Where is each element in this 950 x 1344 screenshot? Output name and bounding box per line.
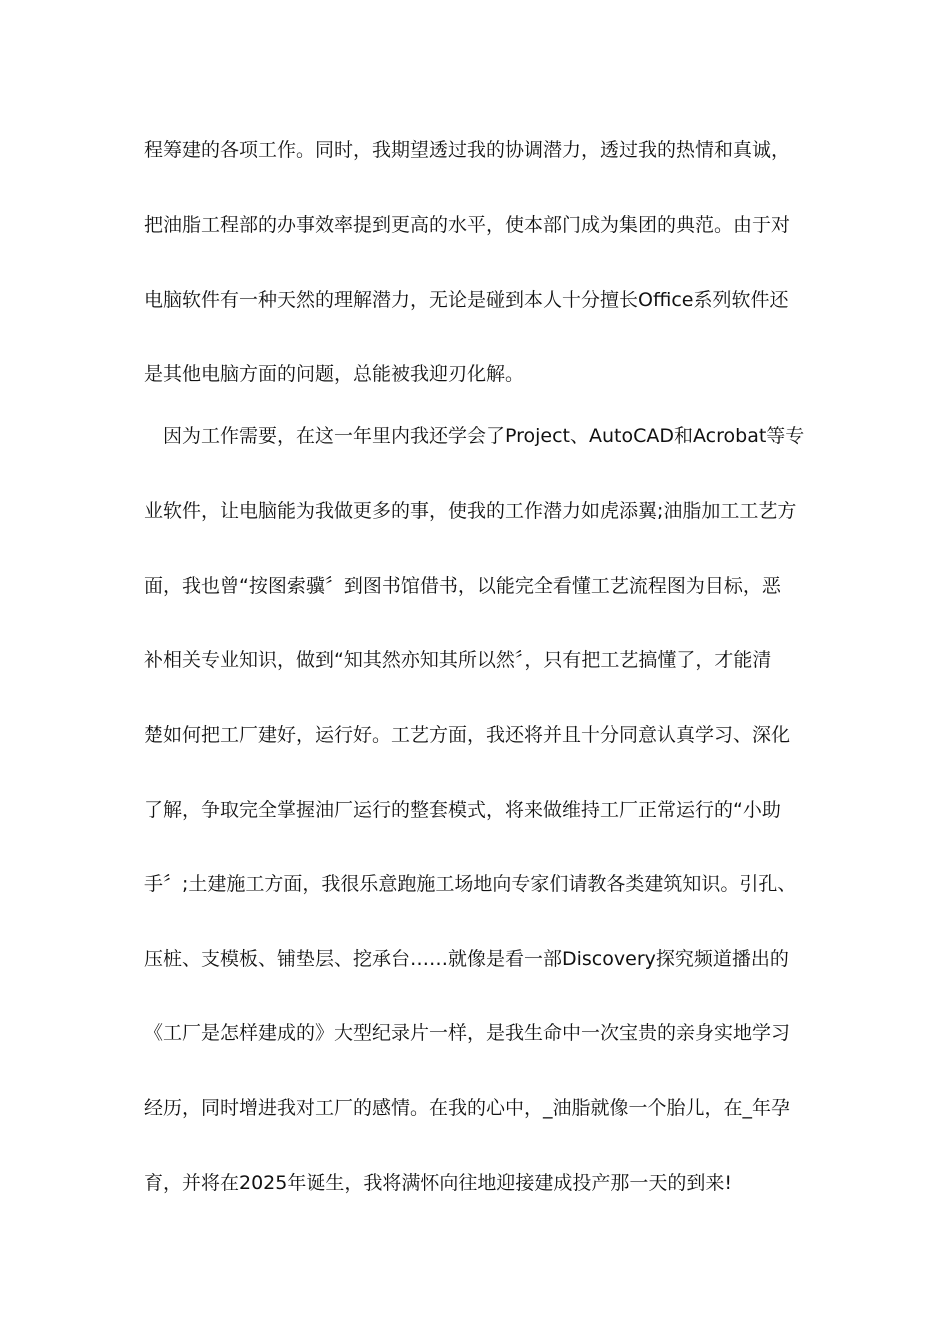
text-line: 楚如何把工厂建好，运行好。工艺方面，我还将并且十分同意认真学习、深化 [144,724,791,746]
text-line: 《工厂是怎样建成的》大型纪录片一样，是我生命中一次宝贵的亲身实地学习 [144,1022,791,1044]
text-line: 经历，同时增进我对工厂的感情。在我的心中，_油脂就像一个胎儿，在_年孕 [144,1097,791,1119]
text-line: 育，并将在2025年诞生，我将满怀向往地迎接建成投产那一天的到来! [144,1172,732,1194]
text-line: 电脑软件有一种天然的理解潜力，无论是碰到本人十分擅长Office系列软件还 [144,289,789,311]
text-line: 补相关专业知识，做到“知其然亦知其所以然〞，只有把工艺搞懂了，才能清 [144,649,772,671]
text-line: 是其他电脑方面的问题，总能被我迎刃化解。 [144,363,525,385]
text-line: 程筹建的各项工作。同时，我期望透过我的协调潜力，透过我的热情和真诚， [144,139,791,161]
text-line: 把油脂工程部的办事效率提到更高的水平，使本部门成为集团的典范。由于对 [144,214,791,236]
text-line: 业软件，让电脑能为我做更多的事，使我的工作潜力如虎添翼;油脂加工工艺方 [144,500,797,522]
paragraph-first-line: 因为工作需要，在这一年里内我还学会了Project、AutoCAD和Acrobat等专 [163,425,805,447]
text-line: 手〞;土建施工方面，我很乐意跑施工场地向专家们请教各类建筑知识。引孔、 [144,873,797,895]
text-line: 了解，争取完全掌握油厂运行的整套模式，将来做维持工厂正常运行的“小助 [144,799,781,821]
text-line: 面，我也曾“按图索骥〞到图书馆借书，以能完全看懂工艺流程图为目标，恶 [144,575,781,597]
text-line: 压桩、支模板、铺垫层、挖承台……就像是看一部Discovery探究频道播出的 [144,948,789,970]
